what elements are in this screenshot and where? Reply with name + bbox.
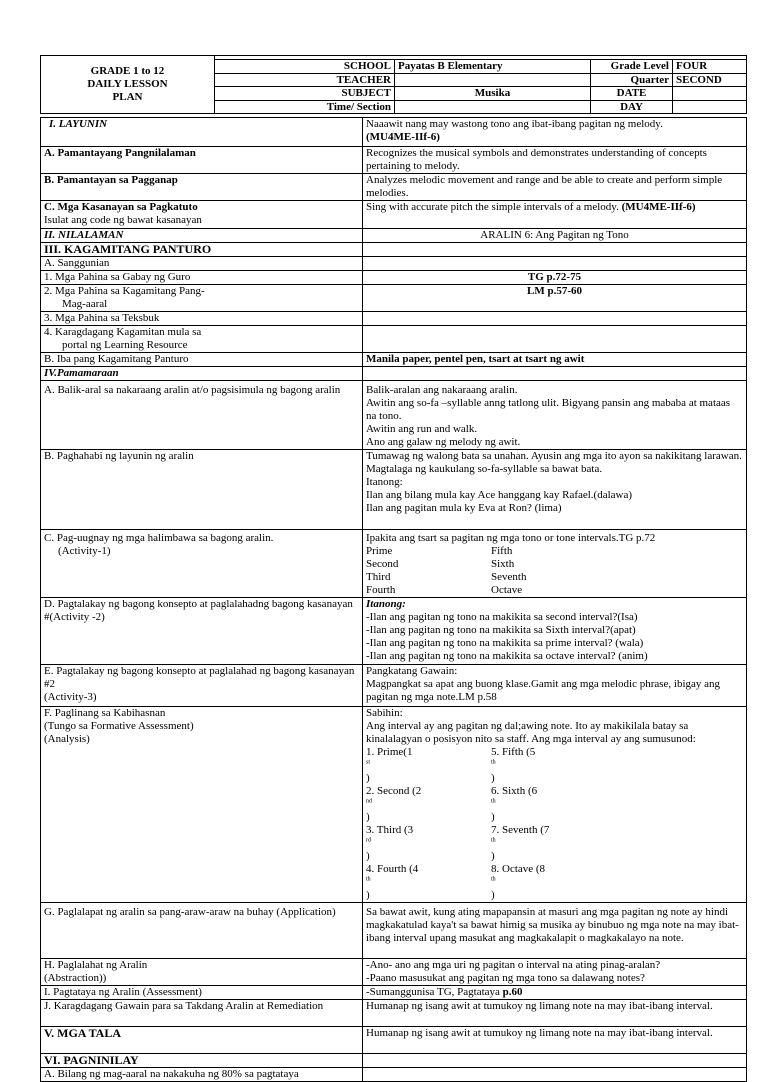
time-section-value <box>395 100 591 114</box>
row-balik-aral: A. Balik-aral sa nakaraang aralin at/o pagsisimula ng bagong aralin Balik-aralan ang nakaraang aralin. Awitin ang so-fa –syllable anng tatlong ulit. Bigyang pansin ang mababa at mataas na tono. Awitin ang run and walk. Ano ang galaw ng melody ng awit. <box>41 381 747 450</box>
row-iba-pang: B. Iba pang Kagamitang Panturo Manila paper, pentel pen, tsart at tsart ng awit <box>41 353 747 367</box>
row-kasanayan: C. Mga Kasanayan sa Pagkatuto Isulat ang code ng bawat kasanayan Sing with accurate pitch the simple intervals of a melody. (MU4ME-IIf-6) <box>41 201 747 229</box>
teacher-value <box>395 73 591 87</box>
quarter-value: SECOND <box>673 73 747 87</box>
layunin-label: I. LAYUNIN <box>41 118 363 147</box>
row-paglinang: F. Paglinang sa Kabihasnan (Tungo sa Formative Assessment) (Analysis) Sabihin: Ang interval ay ang pagitan ng dal;awing note. Ito ay makikilala batay sa kinalalagyan o posisyon nito sa staff. Ang mga interval ay ang sumusunod: 1. Prime(1 $^{st}$ ) 5. Fifth (5 $^{th}$ ) 2. Second (2 $^{nd}$ ) 6. Sixth (6 $^{th}$ ) 3. Third (3 $^{rd}$ ) 7. Seventh (7 $^{th}$ ) 4. Fourth (4 $^{th}$ ) 8. Octave (8 $^{th}$ ) <box>41 707 747 903</box>
row-karagdagang-gawain: J. Karagdagang Gawain para sa Takdang Aralin at Remediation Humanap ng isang awit at tumukoy ng limang note na may ibat-ibang interval. <box>41 1000 747 1027</box>
date-value <box>673 87 747 101</box>
lesson-plan-document <box>40 55 746 1082</box>
row-bilang: A. Bilang ng mag-aaral na nakakuha ng 80% sa pagtataya <box>41 1068 747 1082</box>
header-table <box>40 55 747 114</box>
row-pagninilay: VI. PAGNINILAY <box>41 1054 747 1068</box>
row-gabay: 1. Mga Pahina sa Gabay ng Guro TG p.72-75 <box>41 271 747 285</box>
row-sanggunian: A. Sanggunian <box>41 257 747 271</box>
teacher-label: TEACHER <box>215 73 395 87</box>
row-paghahabi: B. Paghahabi ng layunin ng aralin Tumawag ng walong bata sa unahan. Ayusin ang mga ito ayon sa nakikitang larawan. Magtalaga ng kaukulang so-fa-syllable sa bawat bata. Itanong: Ilan ang bilang mula kay Ace hanggang kay Rafael.(dalawa) Ilan ang pagitan mula ky Eva at Ron? (lima) <box>41 450 747 530</box>
school-value: Payatas B Elementary <box>395 60 591 74</box>
row-kagamitan: III. KAGAMITANG PANTURO <box>41 243 747 257</box>
row-nilalaman: II. NILALAMAN ARALIN 6: Ang Pagitan ng Tono <box>41 229 747 243</box>
document-title: GRADE 1 to 12 DAILY LESSON PLAN <box>41 56 215 114</box>
row-pag-uugnay: C. Pag-uugnay ng mga halimbawa sa bagong aralin. (Activity-1) Ipakita ang tsart sa pagitan ng mga tono or tone intervals.TG p.72 Prime Fifth Second Sixth Third Seventh Fourth Octave <box>41 530 747 598</box>
row-paglalahat: H. Paglalahat ng Aralin (Abstraction)) -Ano- ano ang mga uri ng pagitan o interval na ating pinag-aralan? -Paano masusukat ang pagitan ng mga tono sa dalawang notes? <box>41 959 747 986</box>
row-pamantayan-pangnilalaman: A. Pamantayang Pangnilalaman Recognizes the musical symbols and demonstrates understanding of concepts pertaining to melody. <box>41 147 747 174</box>
school-label: SCHOOL <box>215 60 395 74</box>
row-pagtalakay-2: E. Pagtalakay ng bagong konsepto at paglalahad ng bagong kasanayan #2 (Activity-3) Pangkatang Gawain: Magpangkat sa apat ang buong klase.Gamit ang mga melodic phrase, ibigay ang pagitan ng mga note.LM p.58 <box>41 665 747 707</box>
row-teksbuk: 3. Mga Pahina sa Teksbuk <box>41 312 747 326</box>
row-karagdagan: 4. Karagdagang Kagamitan mula sa portal ng Learning Resource <box>41 326 747 353</box>
subject-value: Musika <box>395 87 591 101</box>
row-pagtalakay-1: D. Pagtalakay ng bagong konsepto at paglalahadng bagong kasanayan #(Activity -2) Itanong: -Ilan ang pagitan ng tono na makikita sa second interval?(Isa) -Ilan ang pagitan ng tono na makikita sa Sixth interval?(apat) -Ilan ang pagitan ng tono na makikita sa prime interval? (wala) -Ilan ang pagitan ng tono na makikita sa octave interval? (anim) <box>41 598 747 665</box>
lesson-table <box>40 117 747 1082</box>
row-pagtataya: I. Pagtataya ng Aralin (Assessment) -Sumanggunisa TG, Pagtataya p.60 <box>41 986 747 1000</box>
quarter-label: Quarter <box>591 73 673 87</box>
day-label: DAY <box>591 100 673 114</box>
row-layunin <box>41 118 747 147</box>
row-paglalapat: G. Paglalapat ng aralin sa pang-araw-araw na buhay (Application) Sa bawat awit, kung ating mapapansin at masuri ang mga pagitan ng note ay hindi magkakatulad kaya't sa bawat himig sa musika ay binubuo ng mga note na may ibat-ibang interval upang masukat ang magkakalapit o magkakalayo na note. <box>41 903 747 959</box>
row-kagamitang-pang: 2. Mga Pahina sa Kagamitang Pang- Mag-aaral LM p.57-60 <box>41 285 747 312</box>
grade-label: Grade Level <box>591 60 673 74</box>
subject-label: SUBJECT <box>215 87 395 101</box>
row-pamantayan-pagganap: B. Pamantayan sa Pagganap Analyzes melodic movement and range and be able to create and perform simple melodies. <box>41 174 747 201</box>
time-section-label: Time/ Section <box>215 100 395 114</box>
grade-value: FOUR <box>673 60 747 74</box>
layunin-value: Naaawit nang may wastong tono ang ibat-ibang pagitan ng melody. (MU4ME-IIf-6) <box>363 118 747 147</box>
date-label: DATE <box>591 87 673 101</box>
day-value <box>673 100 747 114</box>
row-pamamaraan: IV.Pamamaraan <box>41 367 747 381</box>
row-mga-tala: V. MGA TALA Humanap ng isang awit at tumukoy ng limang note na may ibat-ibang interval. <box>41 1027 747 1054</box>
